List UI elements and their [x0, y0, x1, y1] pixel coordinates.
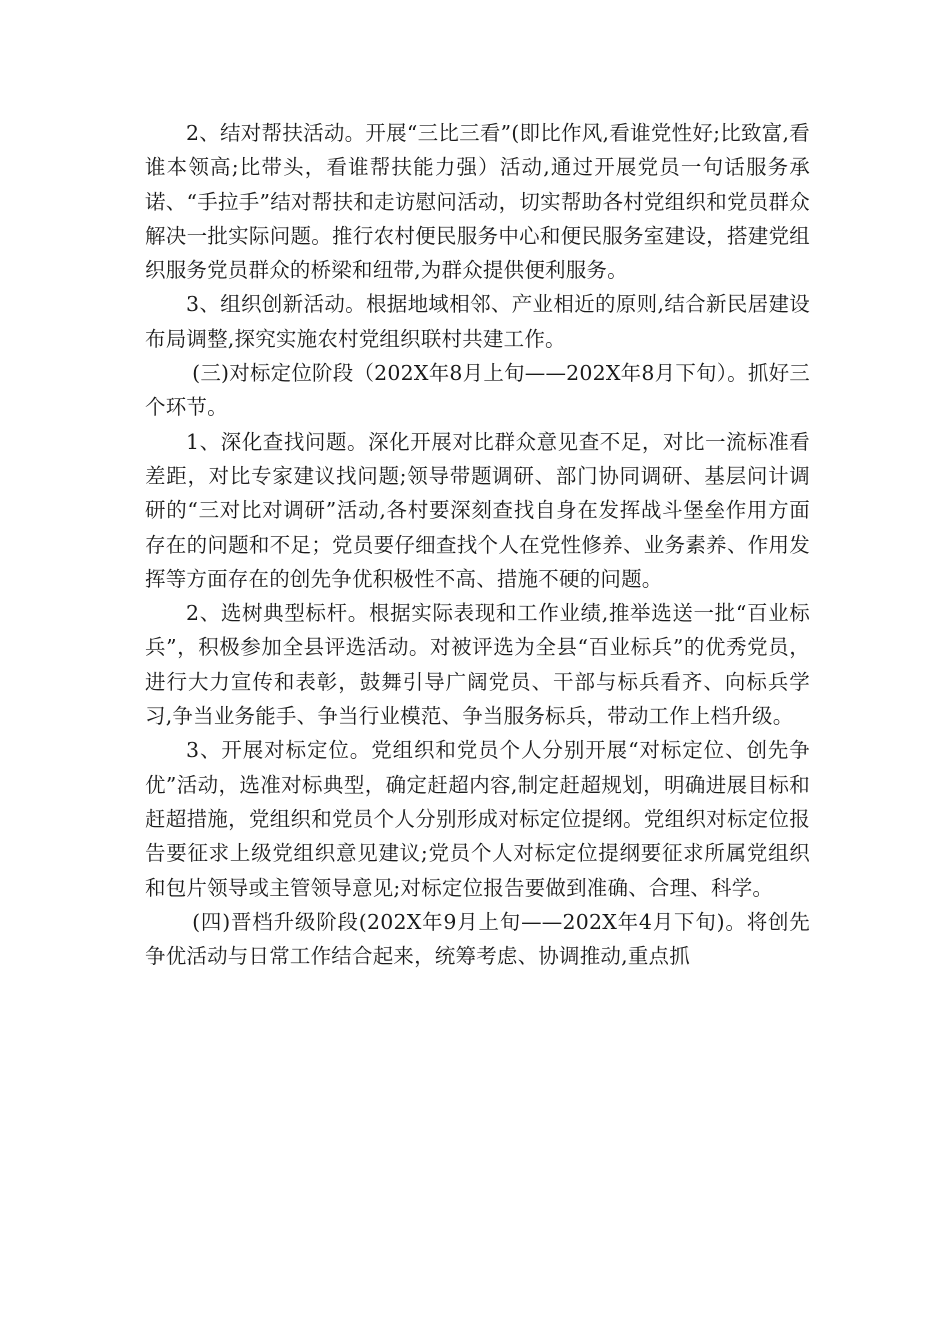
section-heading-benchmarking-stage: (三)对标定位阶段（202X年8月上旬——202X年8月下旬）。抓好三个环节。	[145, 361, 810, 420]
paragraph-find-problems: 1、深化查找问题。深化开展对比群众意见查不足，对比一流标准看差距，对比专家建议找问题;领导带题调研、部门协同调研、基层问计调研的“三对比对调研”活动,各村要深刻查找自身在发挥战斗堡垒作用方面存在的问题和不足；党员要仔细查找个人在党性修养、业务素养、作用发挥等方面存在的创先争优积极性不高、措施不硬的问题。	[145, 429, 810, 591]
document-body	[145, 116, 810, 973]
paragraph-organizational-innovation: 3、组织创新活动。根据地域相邻、产业相近的原则,结合新民居建设布局调整,探究实施农村党组织联村共建工作。	[145, 292, 810, 351]
paragraph-pairing-assistance: 2、结对帮扶活动。开展“三比三看”(即比作风,看谁党性好;比致富,看谁本领高;比带头，看谁帮扶能力强）活动,通过开展党员一句话服务承诺、“手拉手”结对帮扶和走访慰问活动，切实帮助各村党组织和党员群众解决一批实际问题。推行农村便民服务中心和便民服务室建设，搭建党组织服务党员群众的桥梁和纽带,为群众提供便利服务。	[145, 121, 810, 283]
section-heading-upgrade-stage: (四)晋档升级阶段(202X年9月上旬——202X年4月下旬)。将创先争优活动与日常工作结合起来，统筹考虑、协调推动,重点抓	[145, 909, 810, 969]
paragraph-benchmark-positioning: 3、开展对标定位。党组织和党员个人分别开展“对标定位、创先争优”活动，选准对标典型，确定赶超内容,制定赶超规划，明确进展目标和赶超措施，党组织和党员个人分别形成对标定位提纲。党组织对标定位报告要征求上级党组织意见建议;党员个人对标定位提纲要征求所属党组织和包片领导或主管领导意见;对标定位报告要做到准确、合理、科学。	[145, 738, 810, 900]
paragraph-select-models: 2、选树典型标杆。根据实际表现和工作业绩,推举选送一批“百业标兵”，积极参加全县评选活动。对被评选为全县“百业标兵”的优秀党员，进行大力宣传和表彰，鼓舞引导广阔党员、干部与标兵看齐、向标兵学习,争当业务能手、争当行业模范、争当服务标兵，带动工作上档升级。	[145, 601, 810, 729]
